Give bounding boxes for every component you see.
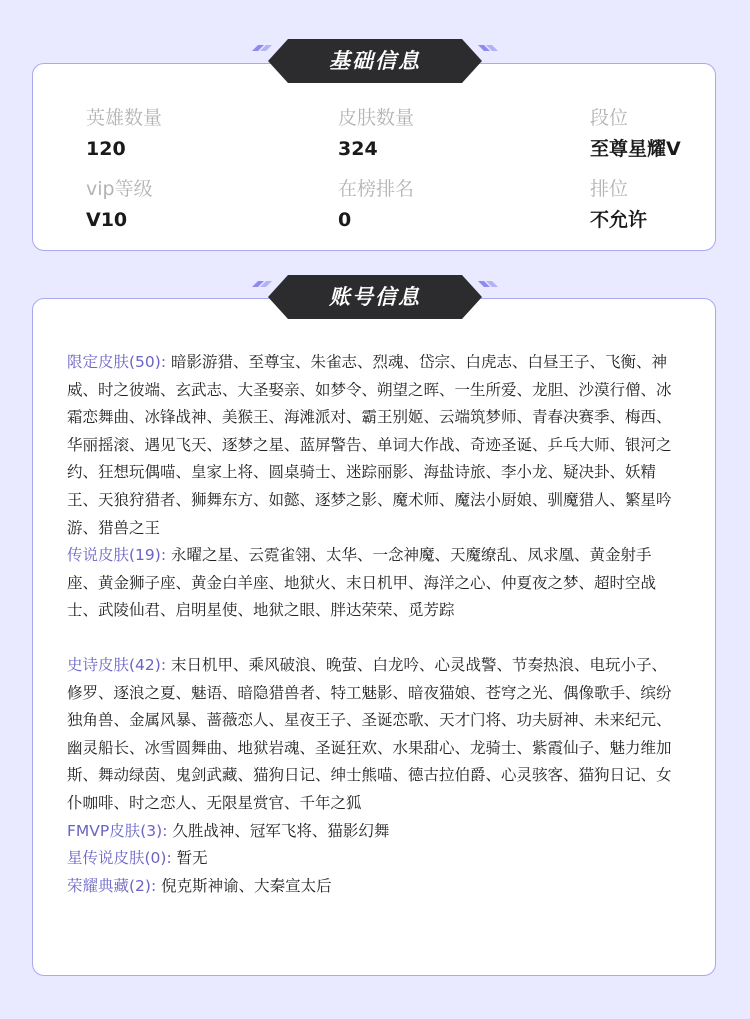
stat-label: 皮肤数量 [338, 107, 415, 129]
skin-items: 暗影游猎、至尊宝、朱雀志、烈魂、岱宗、白虎志、白昼王子、飞衡、神威、时之彼端、玄武志、大圣娶亲、如梦令、朔望之晖、一生所爱、龙胆、沙漠行僧、冰霜恋舞曲、冰锋战神、美猴王、海滩派对、霸王别姬、云端筑梦师、青春决赛季、梅西、华丽摇滚、遇见飞天、逐梦之星、蓝屏警告、单词大作战、奇迹圣诞、乒乓大师、银河之约、狂想玩偶喵、皇家上将、圆桌骑士、迷踪丽影、海盐诗旅、李小龙、疑决卦、妖精王、天狼狩猎者、狮舞东方、如懿、逐梦之影、魔术师、魔法小厨娘、驯魔猎人、繁星吟游、猎兽之王 [67, 353, 672, 537]
stat-value: V10 [86, 209, 128, 231]
stat-label: 段位 [590, 107, 629, 129]
stat-value: 0 [338, 209, 352, 231]
stat-value: 324 [338, 138, 378, 160]
skin-category-label: 星传说皮肤(0): [67, 849, 172, 868]
skin-items: 久胜战神、冠军飞将、猫影幻舞 [172, 821, 390, 840]
skin-items: 永曜之星、云霓雀翎、太华、一念神魔、天魔缭乱、凤求凰、黄金射手座、黄金狮子座、黄金白羊座、地狱火、末日机甲、海洋之心、仲夏夜之梦、超时空战士、武陵仙君、启明星使、地狱之眼、胖达荣荣、觅芳踪 [67, 546, 657, 620]
skin-category-label: 传说皮肤(19): [67, 546, 167, 565]
stat-leaderboard-rank [338, 177, 414, 232]
stat-label: 在榜排名 [338, 178, 415, 200]
stat-label: 排位 [590, 178, 629, 200]
skin-group-fmvp [67, 818, 677, 846]
stat-ranked [590, 177, 647, 232]
stat-label: 英雄数量 [86, 107, 163, 129]
skin-group-epic [67, 652, 677, 818]
stat-skin-count [338, 106, 414, 161]
skin-group-star-legend [67, 845, 677, 873]
stat-hero-count [86, 106, 162, 161]
skin-items: 暂无 [176, 849, 208, 868]
basic-info-card [32, 63, 716, 251]
skin-category-label: 史诗皮肤(42): [67, 655, 167, 674]
stat-label: vip等级 [86, 178, 153, 200]
skin-group-limited [67, 349, 677, 542]
skin-group-legend [67, 542, 677, 625]
section-banner-account [250, 275, 500, 319]
skin-group-glory-collection [67, 873, 677, 901]
section-title: 基础信息 [329, 49, 421, 73]
stat-value: 120 [86, 138, 126, 160]
skin-category-label: 限定皮肤(50): [67, 353, 167, 371]
skin-items: 倪克斯神谕、大秦宣太后 [161, 876, 332, 895]
skin-category-label: 荣耀典藏(2): [67, 876, 157, 895]
section-banner-basic [250, 39, 500, 83]
skin-items: 末日机甲、乘风破浪、晚萤、白龙吟、心灵战警、节奏热浪、电玩小子、修罗、逐浪之夏、魅语、暗隐猎兽者、特工魅影、暗夜猫娘、苍穹之光、偶像歌手、缤纷独角兽、金属风暴、蔷薇恋人、星夜王子、圣诞恋歌、天才门将、功夫厨神、未来纪元、幽灵船长、冰雪圆舞曲、地狱岩魂、圣诞狂欢、水果甜心、龙骑士、紫霞仙子、魅力维加斯、舞动绿茵、鬼剑武藏、猫狗日记、绅士熊喵、德古拉伯爵、心灵骇客、猫狗日记、女仆咖啡、时之恋人、无限星赏官、千年之狐 [67, 655, 672, 812]
skin-list [67, 349, 677, 900]
stat-rank-tier [590, 106, 681, 161]
section-title: 账号信息 [329, 285, 421, 309]
stat-value: 不允许 [590, 209, 648, 231]
stat-vip-level [86, 177, 153, 232]
stat-value: 至尊星耀V [590, 138, 681, 160]
skin-category-label: FMVP皮肤(3): [67, 821, 168, 840]
